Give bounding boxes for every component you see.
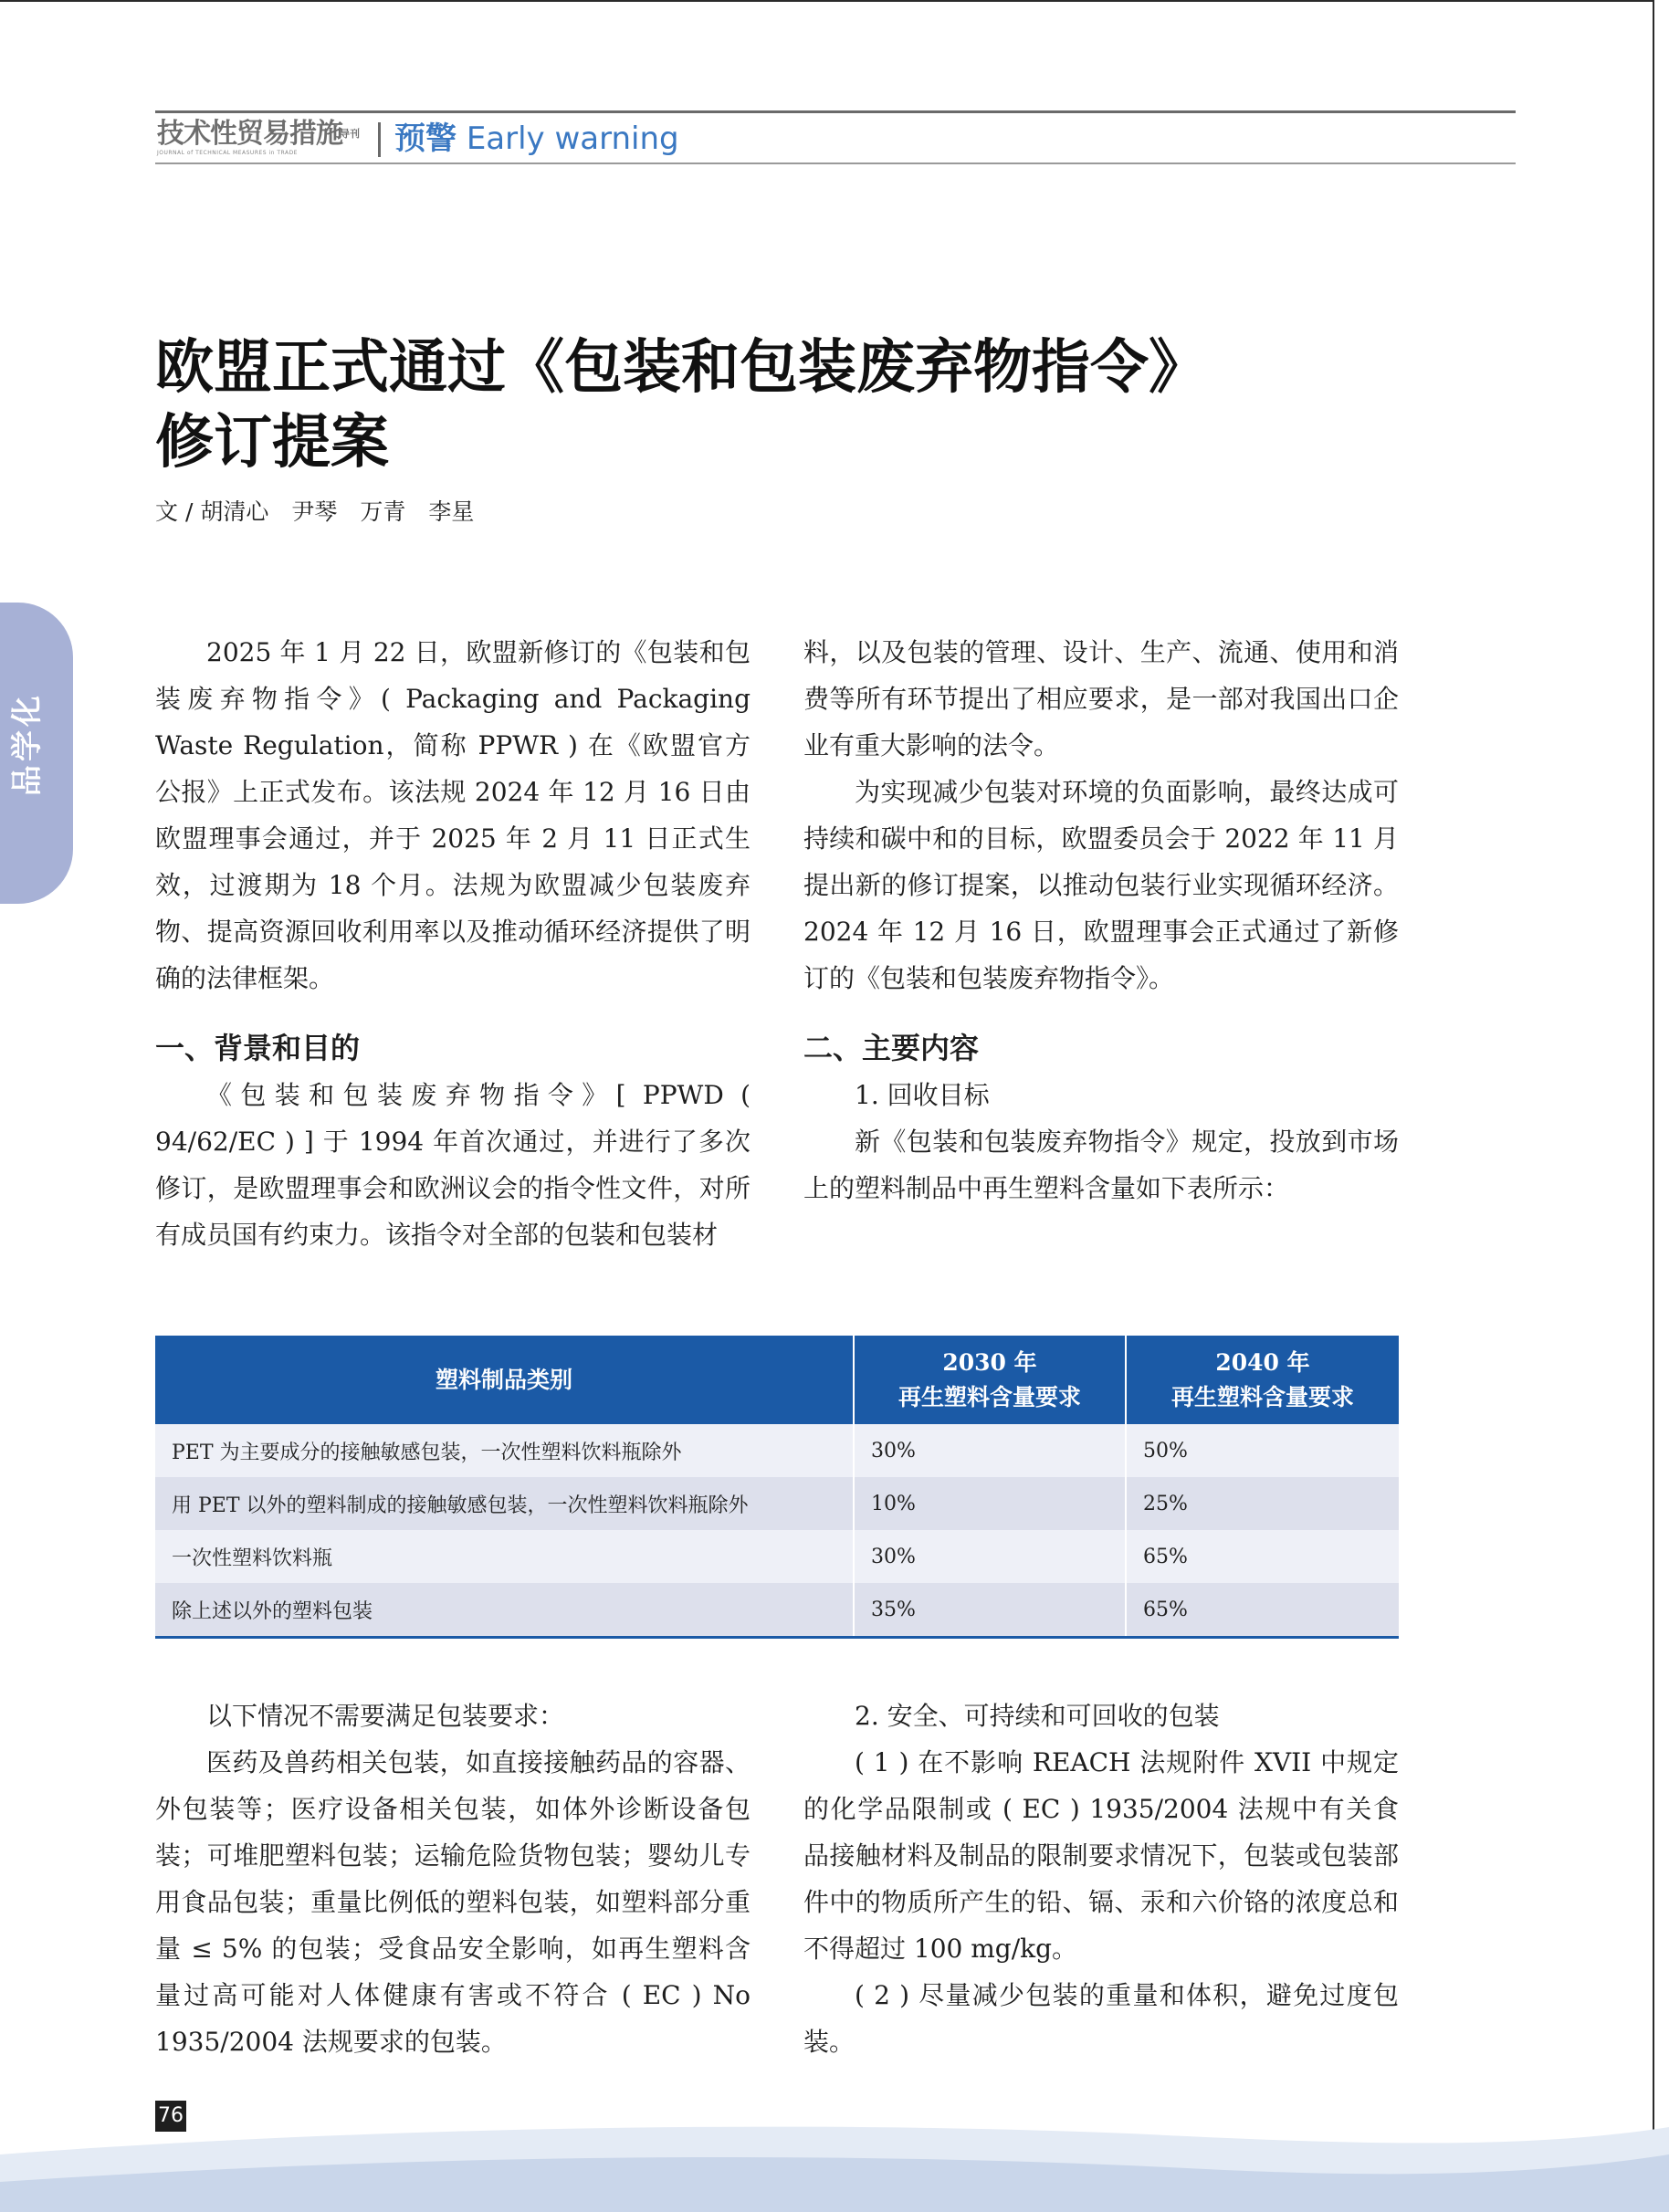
left-paragraph-2: 《包装和包装废弃物指令》[ PPWD ( 94/62/EC ) ] 于 1994 年首次通过，并进行了多次修订，是欧盟理事会和欧洲议会的指令性文件，对所有成员国有约束力。该指令对全部的包装和包装材 <box>155 1080 751 1250</box>
subheading-recycling-targets: 1. 回收目标 <box>855 1080 990 1110</box>
table-cell-2030: 35% <box>854 1583 1126 1638</box>
table-row <box>155 1583 1399 1638</box>
table-cell-category: 用 PET 以外的塑料制成的接触敏感包装，一次性塑料饮料瓶除外 <box>155 1477 854 1530</box>
article-byline: 文 / 胡清心 尹琴 万青 李星 <box>155 498 475 525</box>
table-row <box>155 1477 1399 1530</box>
table-header-2040-req: 再生塑料含量要求 <box>1170 1383 1354 1410</box>
table-header-category: 塑料制品类别 <box>155 1336 854 1424</box>
left-paragraph-1: 2025 年 1 月 22 日，欧盟新修订的《包装和包装废弃物指令》( Packaging and Packaging Waste Regulation，简称 PPWR ) 在《欧盟官方公报》上正式发布。该法规 2024 年 12 月 16 日由欧盟理事会通过，并于 2025 年 2 月 11 日正式生效，过渡期为 18 个月。法规为欧盟减少包装废弃物、提高资源回收利用率以及推动循环经济提供了明确的法律框架。 <box>155 637 751 993</box>
table-header-2040 <box>1126 1336 1399 1424</box>
right-column <box>803 629 1399 1211</box>
side-tab-label <box>9 694 53 798</box>
bottom-right-paragraph-2: ( 2 ) 尽量减少包装的重量和体积，避免过度包装。 <box>803 1980 1399 2057</box>
side-tab-char-3: 品 <box>9 765 46 796</box>
bottom-right-column <box>803 1693 1399 2065</box>
journal-name: 技术性贸易措施 <box>157 118 342 150</box>
table-cell-category: PET 为主要成分的接触敏感包装，一次性塑料饮料瓶除外 <box>155 1424 854 1477</box>
bottom-right-paragraph-1: ( 1 ) 在不影响 REACH 法规附件 XVII 中规定的化学品限制或 ( EC ) 1935/2004 法规中有关食品接触材料及制品的限制要求情况下，包装或包装部件中的物质所产生的铅、镉、汞和六价铬的浓度总和不得超过 100 mg/kg。 <box>803 1747 1399 1964</box>
header-separator <box>378 122 381 157</box>
table-row <box>155 1530 1399 1583</box>
bottom-left-paragraph-2: 医药及兽药相关包装，如直接接触药品的容器、外包装等；医疗设备相关包装，如体外诊断设备包装；可堆肥塑料包装；运输危险货物包装；婴幼儿专用食品包装；重量比例低的塑料包装，如塑料部分重量 ≤ 5% 的包装；受食品安全影响，如再生塑料含量过高可能对人体健康有害或不符合 ( EC ) No 1935/2004 法规要求的包装。 <box>155 1747 751 2057</box>
journal-subtitle: JOURNAL of TECHNICAL MEASURES in TRADE <box>157 150 298 156</box>
header-rule-bottom <box>155 162 1516 164</box>
journal-logo <box>157 119 374 162</box>
table-cell-category: 除上述以外的塑料包装 <box>155 1583 854 1638</box>
subheading-safe-packaging: 2. 安全、可持续和可回收的包装 <box>855 1701 1220 1731</box>
side-tab-char-2: 学 <box>9 730 46 761</box>
header-rule-top <box>155 110 1516 113</box>
table-cell-2030: 30% <box>854 1530 1126 1583</box>
bottom-left-paragraph-1: 以下情况不需要满足包装要求： <box>206 1701 565 1731</box>
article-title <box>155 330 1342 480</box>
table-cell-category: 一次性塑料饮料瓶 <box>155 1530 854 1583</box>
table-cell-2040: 25% <box>1126 1477 1399 1530</box>
bottom-left-column <box>155 1693 751 2065</box>
article-title-line-1: 欧盟正式通过《包装和包装废弃物指令》 <box>155 334 1207 402</box>
table-cell-2040: 65% <box>1126 1583 1399 1638</box>
article-title-line-2: 修订提案 <box>155 409 389 477</box>
heading-main-content: 二、主要内容 <box>803 1031 980 1065</box>
table-header-2040-year: 2040 年 <box>1215 1348 1310 1376</box>
recycled-content-table <box>155 1336 1399 1639</box>
right-paragraph-3: 新《包装和包装废弃物指令》规定，投放到市场上的塑料制品中再生塑料含量如下表所示： <box>803 1127 1399 1203</box>
right-paragraph-1: 料，以及包装的管理、设计、生产、流通、使用和消费等所有环节提出了相应要求，是一部对我国出口企业有重大影响的法令。 <box>803 637 1399 760</box>
table-cell-2030: 10% <box>854 1477 1126 1530</box>
table-cell-2030: 30% <box>854 1424 1126 1477</box>
page-frame-right <box>1653 0 1654 2212</box>
table-header-2030-year: 2030 年 <box>942 1348 1037 1376</box>
section-title-cn: 预警 <box>394 121 457 157</box>
footer-wave <box>0 2100 1669 2212</box>
section-title <box>394 121 679 157</box>
table-cell-2040: 50% <box>1126 1424 1399 1477</box>
journal-tag: 导刊 <box>340 128 360 140</box>
page-number: 76 <box>155 2101 186 2132</box>
table-header-2030 <box>854 1336 1126 1424</box>
heading-background: 一、背景和目的 <box>155 1031 361 1065</box>
side-tab-char-1: 化 <box>9 696 46 727</box>
left-column <box>155 629 751 1258</box>
table-row <box>155 1424 1399 1477</box>
table-cell-2040: 65% <box>1126 1530 1399 1583</box>
section-title-en: Early warning <box>466 121 679 157</box>
right-paragraph-2: 为实现减少包装对环境的负面影响，最终达成可持续和碳中和的目标，欧盟委员会于 2022 年 11 月提出新的修订提案，以推动包装行业实现循环经济。2024 年 12 月 16 日，欧盟理事会正式通过了新修订的《包装和包装废弃物指令》。 <box>803 777 1399 993</box>
table-header-2030-req: 再生塑料含量要求 <box>897 1383 1081 1410</box>
table-header-row <box>155 1336 1399 1424</box>
page-frame-top <box>0 0 1654 2</box>
